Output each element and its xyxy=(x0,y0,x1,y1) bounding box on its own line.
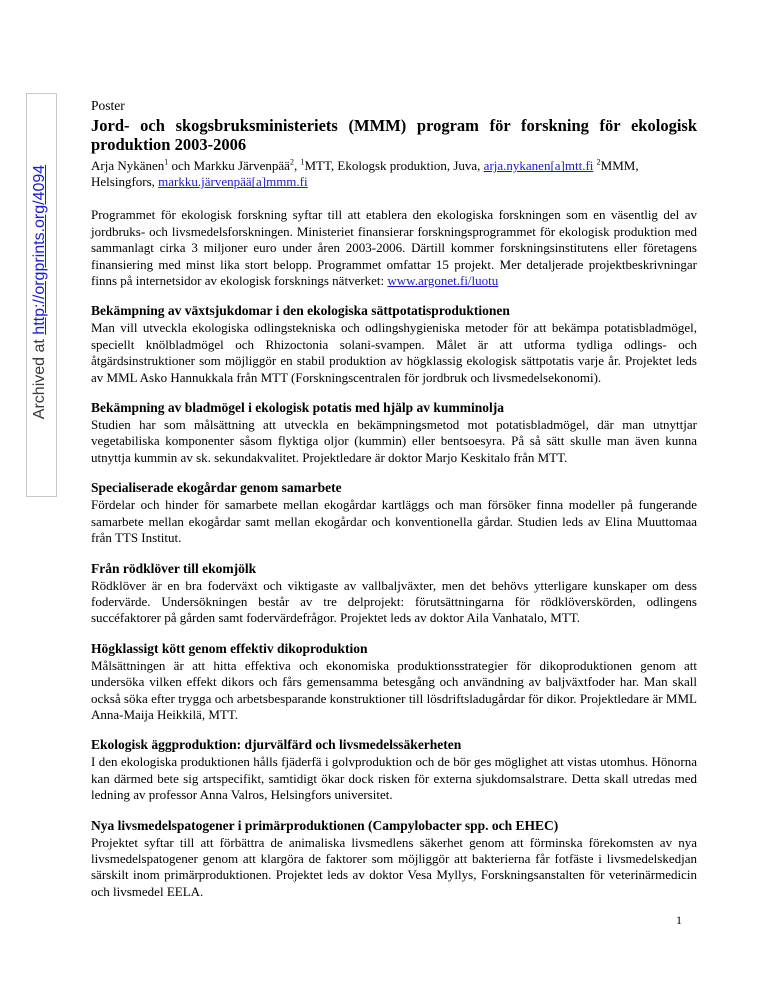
section-potato-seed xyxy=(91,303,697,386)
section-heading: Specialiserade ekogårdar genom samarbete xyxy=(91,480,342,496)
intro-paragraph xyxy=(91,207,697,289)
author-sup-1: 1 xyxy=(164,158,169,168)
kicker-label: Poster xyxy=(91,98,125,113)
affil-sup-1: 1 xyxy=(300,158,305,168)
section-heading: Bekämpning av växtsjukdomar i den ekologiska sättpotatisproduktionen xyxy=(91,303,510,319)
section-body: Rödklöver är en bra foderväxt och viktigaste av vallbaljväxter, men det behövs ytterligare kunskaper om dess fodervärde. Undersökningen består av tre delprojekt: förutsättningarna för rödklöverskörden, odlingens succéfaktorer på gården samt fodervärdefrågor. Projektet leds av doktor Aila Vanhatalo, MTT. xyxy=(91,577,697,626)
author-names-start: Arja Nykänen xyxy=(91,158,165,174)
document-title: Jord- och skogsbruksministeriets (MMM) program för forskning för ekologisk produktion 2003-2006 xyxy=(91,116,697,154)
email-link-2[interactable]: markku.järvenpää[a]mmm.fi xyxy=(158,174,308,190)
section-body: Målsättningen är att hitta effektiva och ekonomiska produktionsstrategier för dikoproduktionen genom att undersöka vilken effekt dikors och fårs gemensamma betesgång och användning av baljväxtfoder har. Man skall också söka efter trygga och arbetsbesparande konstruktioner till lösdriftsladugårdar för dikor. Projektledare är MML Anna-Maija Heikkilä, MTT. xyxy=(91,657,697,722)
page-number: 1 xyxy=(676,913,682,927)
section-body: Studien har som målsättning att utveckla en bekämpningsmetod mot potatisbladmögel, där man utnyttjar vegetabiliska komponenter såsom flyktiga oljor (kummin) eller bentsoesyra. På så sätt skulle man även kunna utnyttja kummin av sk. sekundakvalitet. Projektledare är doktor Marjo Keskitalo från MTT. xyxy=(91,417,697,465)
author-and: och Markku Järvenpää xyxy=(168,158,290,174)
section-eco-farms xyxy=(91,480,697,546)
affil-sup-2: 2 xyxy=(596,158,601,168)
affiliation-1: MTT, Ekologsk produktion, Juva, xyxy=(304,158,484,174)
section-suckler-cows xyxy=(91,641,697,724)
section-heading: Bekämpning av bladmögel i ekologisk potatis med hjälp av kumminolja xyxy=(91,400,504,416)
email-link-1[interactable]: arja.nykanen[a]mtt.fi xyxy=(483,158,594,174)
archive-prefix: Archived at xyxy=(31,334,48,420)
section-heading: Från rödklöver till ekomjölk xyxy=(91,560,257,576)
section-red-clover xyxy=(91,561,697,627)
intro-text: Programmet för ekologisk forskning syftar till att etablera den ekologiska forskningen som en väsentlig del av jordbruks- och livsmedelsforskningen. Ministeriet finansierar forskningsprogrammet för ekologisk produktion med sammanlagt cirka 3 miljoner euro under åren 2003-2006. Därtill kommer forskningsinstitutens eller företagens finansiering med minst lika stort belopp. Programmet omfattar 15 projekt. Mer detaljerade projektbeskrivningar finns på internetsidor av ekologisk forsknings nätverket: xyxy=(91,207,697,289)
author-sup-2: 2 xyxy=(289,158,294,168)
network-link[interactable]: www.argonet.fi/luotu xyxy=(387,273,499,289)
section-heading: Högklassigt kött genom effektiv dikoproduktion xyxy=(91,640,368,656)
author-sep: , xyxy=(293,158,301,174)
document-body xyxy=(91,98,697,900)
section-heading: Nya livsmedelspatogener i primärproduktionen (Campylobacter spp. och EHEC) xyxy=(91,817,559,833)
section-caraway-oil xyxy=(91,400,697,466)
section-egg-production xyxy=(91,737,697,803)
affiliation-2: MMM, Helsingfors, xyxy=(91,158,639,190)
archive-link[interactable]: http://orgprints.org/4094 xyxy=(31,164,48,335)
section-body: Fördelar och hinder för samarbete mellan ekogårdar kartläggs och man försöker finna modeller på fungerande samarbete mellan ekogårdar samt mellan ekogårdar och konventionella gårdar. Studien leds av Elina Muuttomaa från TTS Institut. xyxy=(91,497,697,546)
section-body: I den ekologiska produktionen hålls fjäderfä i golvproduktion och de bör ges möglighet att vistas utomhus. Hönorna kan därmed bete sig artspecifikt, samtidigt ökar dock risken för externa sjukdomsalstrare. Detta skall utredas med ledning av professor Anna Valros, Helsingfors universitet. xyxy=(91,754,697,803)
section-heading: Ekologisk äggproduktion: djurvälfärd och livsmedelssäkerheten xyxy=(91,737,462,753)
section-pathogens xyxy=(91,818,697,901)
author-line xyxy=(91,158,697,190)
section-body: Projektet syftar till att förbättra de animaliska livsmedlens säkerhet genom att förminska förekomsten av nya livsmedelspatogener genom att klargöra de faktorer som möjliggör att bakterierna får fotfäste i livsmedelskedjan särskilt inom primärproduktionen. Projektet leds av doktor Vesa Myllys, Forskningsanstalten för veterinärmedicin och livsmedel EELA. xyxy=(91,834,697,899)
archive-stamp xyxy=(31,165,49,419)
section-body: Man vill utveckla ekologiska odlingstekniska och odlingshygieniska metoder för att bekämpa potatisbladmögel, speciellt knölbladmögel och Rhizoctonia solani-svampen. Målet är att utforma tydliga odlings- och åtgärdsinstruktioner som möjliggör en stabil produktion av högklassig ekologisk sättpotatis varje år. Projektet leds av MML Asko Hannukkala från MTT (Forskningscentralen för jordbruk och livsmedelsekonomi). xyxy=(91,320,697,385)
